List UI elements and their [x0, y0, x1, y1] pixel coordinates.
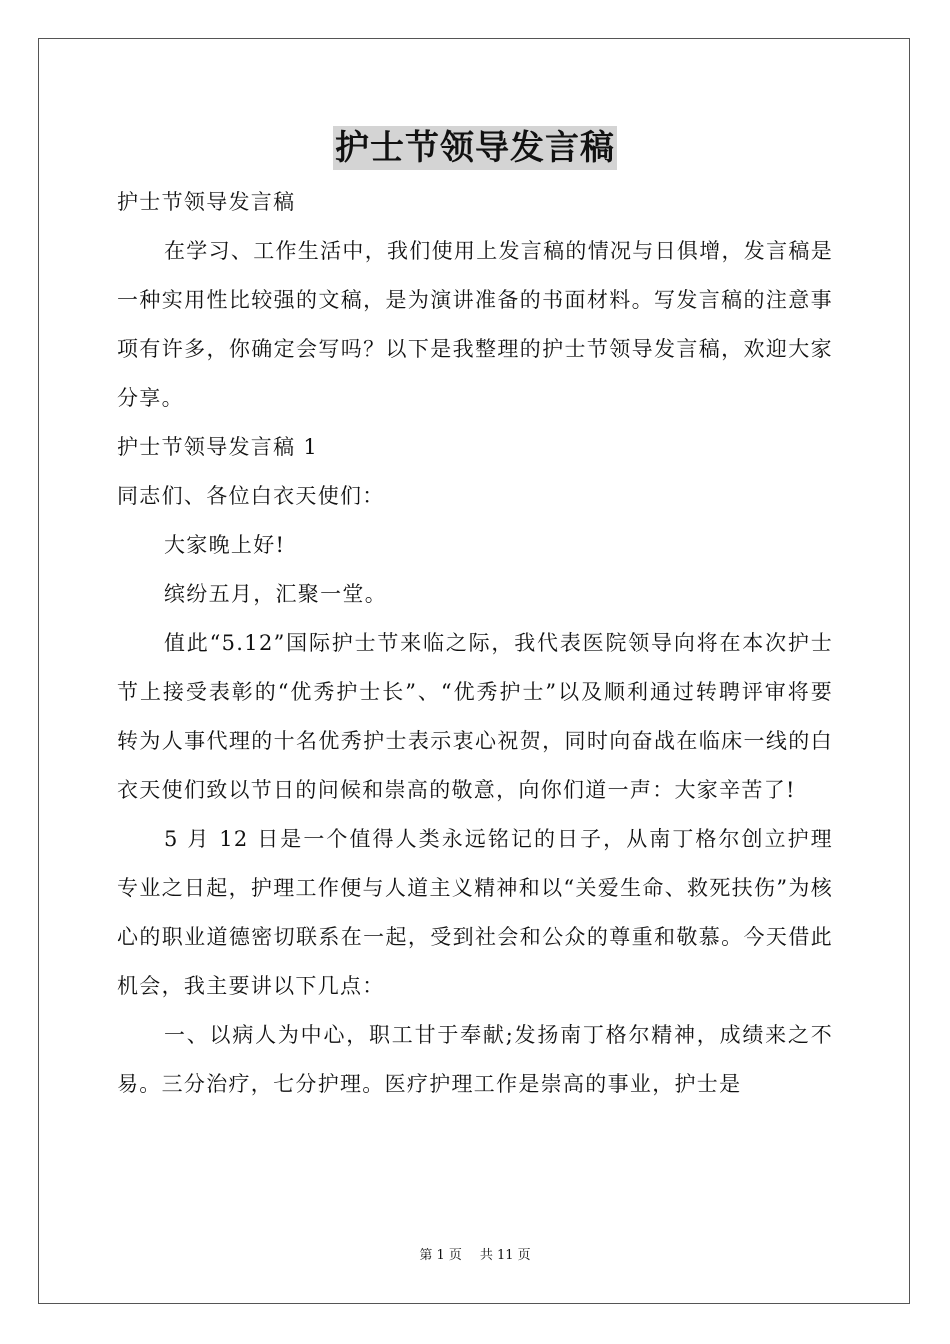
- page-footer: [0, 1247, 950, 1265]
- paragraph: 5 月 12 日是一个值得人类永远铭记的日子，从南丁格尔创立护理专业之日起，护理工作便与人道主义精神和以“关爱生命、救死扶伤”为核心的职业道德密切联系在一起，受到社会和公众的尊重和敬慕。今天借此机会，我主要讲以下几点：: [117, 827, 833, 998]
- paragraph: 缤纷五月，汇聚一堂。: [164, 582, 387, 606]
- paragraph: 护士节领导发言稿: [117, 190, 296, 214]
- page-number: 第 1 页: [419, 1248, 462, 1263]
- paragraph: 值此“5.12”国际护士节来临之际，我代表医院领导向将在本次护士节上接受表彰的“优秀护士长”、“优秀护士”以及顺利通过转聘评审将要转为人事代理的十名优秀护士表示衷心祝贺，同时向奋战在临床一线的白衣天使们致以节日的问候和崇高的敬意，向你们道一声：大家辛苦了!: [117, 631, 833, 802]
- paragraph: 在学习、工作生活中，我们使用上发言稿的情况与日俱增，发言稿是一种实用性比较强的文稿，是为演讲准备的书面材料。写发言稿的注意事项有许多，你确定会写吗？以下是我整理的护士节领导发言稿，欢迎大家分享。: [117, 239, 833, 410]
- title-container: [0, 126, 950, 170]
- paragraph: 一、以病人为中心，职工甘于奉献;发扬南丁格尔精神，成绩来之不易。三分治疗，七分护理。医疗护理工作是崇高的事业，护士是: [117, 1023, 833, 1096]
- paragraph: 大家晚上好!: [164, 533, 286, 557]
- page-total: 共 11 页: [479, 1248, 531, 1263]
- section-heading: 护士节领导发言稿 1: [117, 435, 319, 459]
- document-title: 护士节领导发言稿: [335, 128, 615, 168]
- salutation: 同志们、各位白衣天使们：: [117, 484, 385, 508]
- document-body: [117, 178, 833, 1109]
